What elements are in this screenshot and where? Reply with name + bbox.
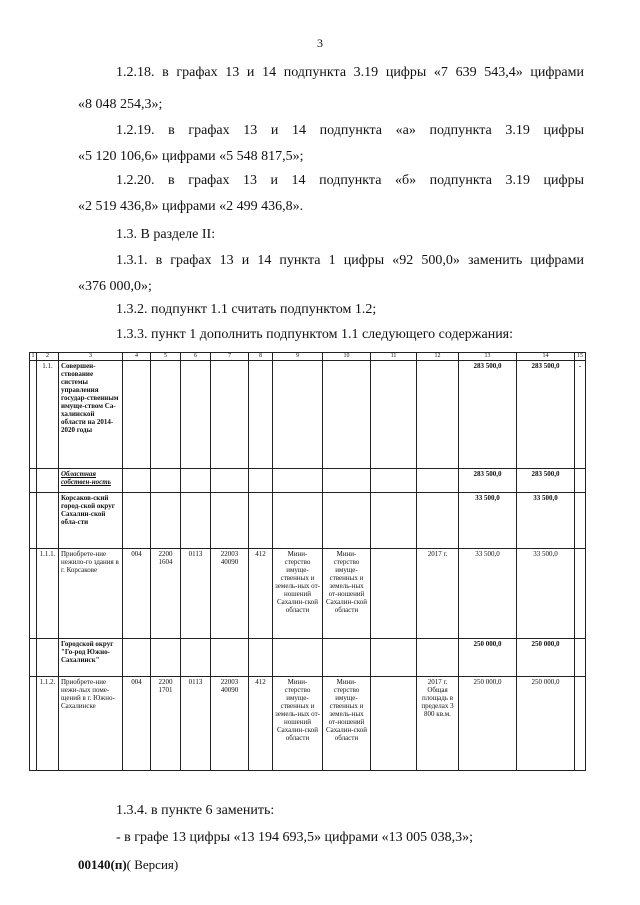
paragraph-1-2-20-line-1: 1.2.20. в графах 13 и 14 подпункта «б» подпункта 3.19 цифры — [116, 173, 584, 188]
table-cell: - — [575, 361, 586, 469]
table-row — [30, 639, 586, 677]
table-cell: Совершен-ствование системы управления государ-ственным имуще-ством Са-халинской области на 2014-2020 годы — [59, 361, 123, 469]
table-cell — [123, 639, 151, 677]
paragraph-1-3-3: 1.3.3. пункт 1 дополнить подпунктом 1.1 следующего содержания: — [116, 327, 514, 342]
table-cell — [30, 549, 37, 639]
table-cell — [37, 639, 59, 677]
table-cell — [371, 493, 417, 549]
table-cell — [30, 493, 37, 549]
table-cell — [273, 493, 323, 549]
document-code: 00140(п) — [78, 857, 127, 872]
table-cell: 250 000,0 — [517, 677, 575, 771]
table-cell — [151, 493, 181, 549]
budget-table — [29, 352, 586, 771]
table-cell: 1.1.2. — [37, 677, 59, 771]
table-cell: Областная собствен-ность — [59, 469, 123, 493]
table-cell — [417, 469, 459, 493]
header-cell: 9 — [273, 353, 323, 361]
table-cell: Приобрете-ние нежи-лых поме-щений в г. Южно-Сахалинске — [59, 677, 123, 771]
table-cell — [123, 469, 151, 493]
header-cell: 8 — [249, 353, 273, 361]
table-cell — [575, 639, 586, 677]
paragraph-1-2-18-line-1: 1.2.18. в графах 13 и 14 подпункта 3.19 цифры «7 639 543,4» цифрами — [116, 65, 584, 80]
table-cell: Корсаков-ский город-ской округ Сахалин-ской обла-сти — [59, 493, 123, 549]
header-cell: 14 — [517, 353, 575, 361]
table-cell: 2200 1701 — [151, 677, 181, 771]
table-cell: 33 500,0 — [517, 549, 575, 639]
table-cell: 1.1. — [37, 361, 59, 469]
table-cell: 283 500,0 — [517, 361, 575, 469]
table-cell — [575, 469, 586, 493]
header-cell: 7 — [211, 353, 249, 361]
table-cell: 412 — [249, 677, 273, 771]
table-cell — [273, 469, 323, 493]
table-cell — [371, 677, 417, 771]
header-cell: 15 — [575, 353, 586, 361]
table-cell: 283 500,0 — [459, 361, 517, 469]
header-cell: 1 — [31, 353, 35, 359]
table-cell — [371, 469, 417, 493]
paragraph-1-2-19-line-1: 1.2.19. в графах 13 и 14 подпункта «а» подпункта 3.19 цифры — [116, 123, 584, 138]
table-cell — [181, 639, 211, 677]
header-cell: 5 — [151, 353, 181, 361]
table-row — [30, 493, 586, 549]
table-cell — [371, 549, 417, 639]
table-cell — [37, 469, 59, 493]
document-footer — [78, 857, 178, 873]
table-cell — [181, 469, 211, 493]
paragraph-1-3-1-line-2: «376 000,0»; — [78, 279, 152, 294]
table-cell — [151, 361, 181, 469]
table-cell: 22003 40090 — [211, 677, 249, 771]
table-cell — [211, 639, 249, 677]
table-cell — [151, 469, 181, 493]
table-cell: 283 500,0 — [459, 469, 517, 493]
paragraph-1-3-4-item: - в графе 13 цифры «13 194 693,5» цифрами «13 005 038,3»; — [116, 830, 473, 845]
table-row — [30, 549, 586, 639]
table-cell: 250 000,0 — [517, 639, 575, 677]
paragraph-1-2-20-line-2: «2 519 436,8» цифрами «2 499 436,8». — [78, 199, 304, 214]
paragraph-1-3-2: 1.3.2. подпункт 1.1 считать подпунктом 1.2; — [116, 302, 377, 317]
table-cell — [249, 469, 273, 493]
table-cell: Мини-стерство имуще-ственных и земель-ных от-ношений Сахалин-ской области — [323, 677, 371, 771]
table-cell: 33 500,0 — [517, 493, 575, 549]
header-cell: 12 — [417, 353, 459, 361]
table-cell — [323, 361, 371, 469]
table-cell — [30, 677, 37, 771]
table-cell: 33 500,0 — [459, 493, 517, 549]
header-cell: 6 — [181, 353, 211, 361]
table-row — [30, 469, 586, 493]
table-cell — [30, 469, 37, 493]
table-cell: 33 500,0 — [459, 549, 517, 639]
table-cell: 1.1.1. — [37, 549, 59, 639]
table-cell — [323, 469, 371, 493]
table-cell: 004 — [123, 677, 151, 771]
table-cell: 004 — [123, 549, 151, 639]
table-cell — [181, 361, 211, 469]
page-number: 3 — [317, 36, 323, 50]
table-cell — [323, 639, 371, 677]
paragraph-1-2-18-line-2: «8 048 254,3»; — [78, 97, 163, 112]
table-cell — [249, 493, 273, 549]
table-cell — [30, 361, 37, 469]
header-cell: 2 — [37, 353, 59, 361]
table-row — [30, 677, 586, 771]
table-cell: 2017 г. Общая площадь в пределах 3 800 кв.м. — [417, 677, 459, 771]
table-cell — [37, 493, 59, 549]
table-cell — [211, 469, 249, 493]
document-version: ( Версия) — [126, 857, 179, 872]
table-cell: 250 000,0 — [459, 639, 517, 677]
table-cell — [211, 361, 249, 469]
table-cell — [273, 361, 323, 469]
paragraph-1-2-19-line-2: «5 120 106,6» цифрами «5 548 817,5»; — [78, 149, 304, 164]
table-cell: 2017 г. — [417, 549, 459, 639]
header-cell: 10 — [323, 353, 371, 361]
table-cell: 0113 — [181, 677, 211, 771]
table-cell: 22003 40090 — [211, 549, 249, 639]
header-cell: 4 — [123, 353, 151, 361]
paragraph-1-3: 1.3. В разделе II: — [116, 227, 216, 242]
table-cell: 2200 1604 — [151, 549, 181, 639]
table-cell — [323, 493, 371, 549]
table-row — [30, 361, 586, 469]
table-cell — [417, 493, 459, 549]
table-cell — [123, 493, 151, 549]
table-cell — [249, 639, 273, 677]
header-cell: 3 — [59, 353, 123, 361]
table-header-row — [30, 353, 586, 361]
table-cell — [30, 639, 37, 677]
table-cell — [371, 361, 417, 469]
table-cell: 250 000,0 — [459, 677, 517, 771]
table-cell — [417, 639, 459, 677]
table-cell: 412 — [249, 549, 273, 639]
table-cell — [151, 639, 181, 677]
header-cell: 13 — [459, 353, 517, 361]
table-cell — [575, 493, 586, 549]
table-cell: Мини-стерство имуще-ственных и земель-ных от-ношений Сахалин-ской области — [323, 549, 371, 639]
table-cell: 283 500,0 — [517, 469, 575, 493]
table-cell: Приобрете-ние нежило-го здания в г. Корсакове — [59, 549, 123, 639]
table-cell — [575, 549, 586, 639]
table-cell — [575, 677, 586, 771]
table-cell — [181, 493, 211, 549]
table-cell: 0113 — [181, 549, 211, 639]
table-cell: Мини-стерство имуще-ственных и земель-ных от-ношений Сахалин-ской области — [273, 677, 323, 771]
paragraph-1-3-4: 1.3.4. в пункте 6 заменить: — [116, 803, 275, 818]
paragraph-1-3-1-line-1: 1.3.1. в графах 13 и 14 пункта 1 цифры «92 500,0» заменить цифрами — [116, 253, 584, 268]
table-cell — [249, 361, 273, 469]
table-cell — [371, 639, 417, 677]
table-cell: Городской округ "Го-род Южно-Сахалинск" — [59, 639, 123, 677]
table-cell: Мини-стерство имуще-ственных и земель-ных от-ношений Сахалин-ской области — [273, 549, 323, 639]
header-cell: 11 — [371, 353, 417, 361]
table-cell — [273, 639, 323, 677]
table-cell — [123, 361, 151, 469]
table-cell — [417, 361, 459, 469]
table-cell — [211, 493, 249, 549]
